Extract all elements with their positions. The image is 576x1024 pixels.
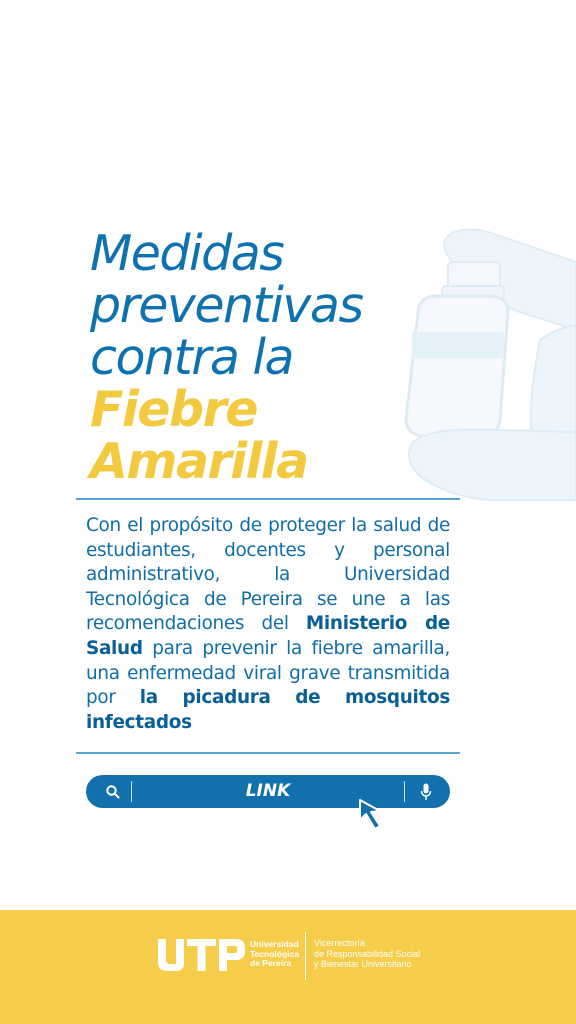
footer — [0, 910, 576, 1024]
university-name-line-2: Tecnológica — [250, 948, 299, 959]
body-bold-mosquito-bite: la picadura de mosquitos infectados — [86, 687, 450, 733]
body-paragraph — [86, 514, 450, 735]
search-icon[interactable] — [105, 784, 121, 800]
body-text-part-2: para prevenir la fiebre amarilla, una enfermedad viral grave transmitida por — [86, 637, 450, 709]
microphone-icon[interactable] — [420, 783, 432, 801]
vice-rectorate-name — [314, 938, 420, 970]
search-divider-right — [404, 781, 405, 802]
vice-rectorate-line-3: y Bienestar Universitario — [314, 959, 412, 969]
body-bold-ministry: Ministerio de Salud — [86, 613, 450, 659]
cursor-arrow-icon — [356, 798, 390, 832]
headline-line-3: contra la — [90, 329, 294, 386]
vice-rectorate-line-1: Vicerrectoría — [314, 938, 365, 948]
top-divider-line — [76, 498, 460, 500]
bottom-divider-line — [76, 752, 460, 754]
headline-line-4: Fiebre — [90, 381, 257, 438]
headline-line-5: Amarilla — [90, 433, 308, 490]
link-search-bar[interactable] — [86, 775, 450, 808]
utp-logo — [156, 936, 246, 972]
vice-rectorate-line-2: de Responsabilidad Social — [314, 948, 421, 959]
university-name-line-1: Universidad — [250, 939, 299, 949]
headline-line-2: preventivas — [90, 277, 363, 334]
university-name — [250, 940, 299, 969]
headline — [90, 225, 510, 490]
footer-divider — [305, 932, 306, 980]
body-text-part-1: Con el propósito de proteger la salud de estudiantes, docentes y personal administrativo, la Universidad Tecnológica de Pereira se une a las recomendaciones del — [86, 515, 450, 635]
headline-line-1: Medidas — [90, 225, 284, 282]
link-label[interactable]: LINK — [245, 781, 291, 801]
university-name-line-3: de Pereira — [250, 958, 292, 968]
